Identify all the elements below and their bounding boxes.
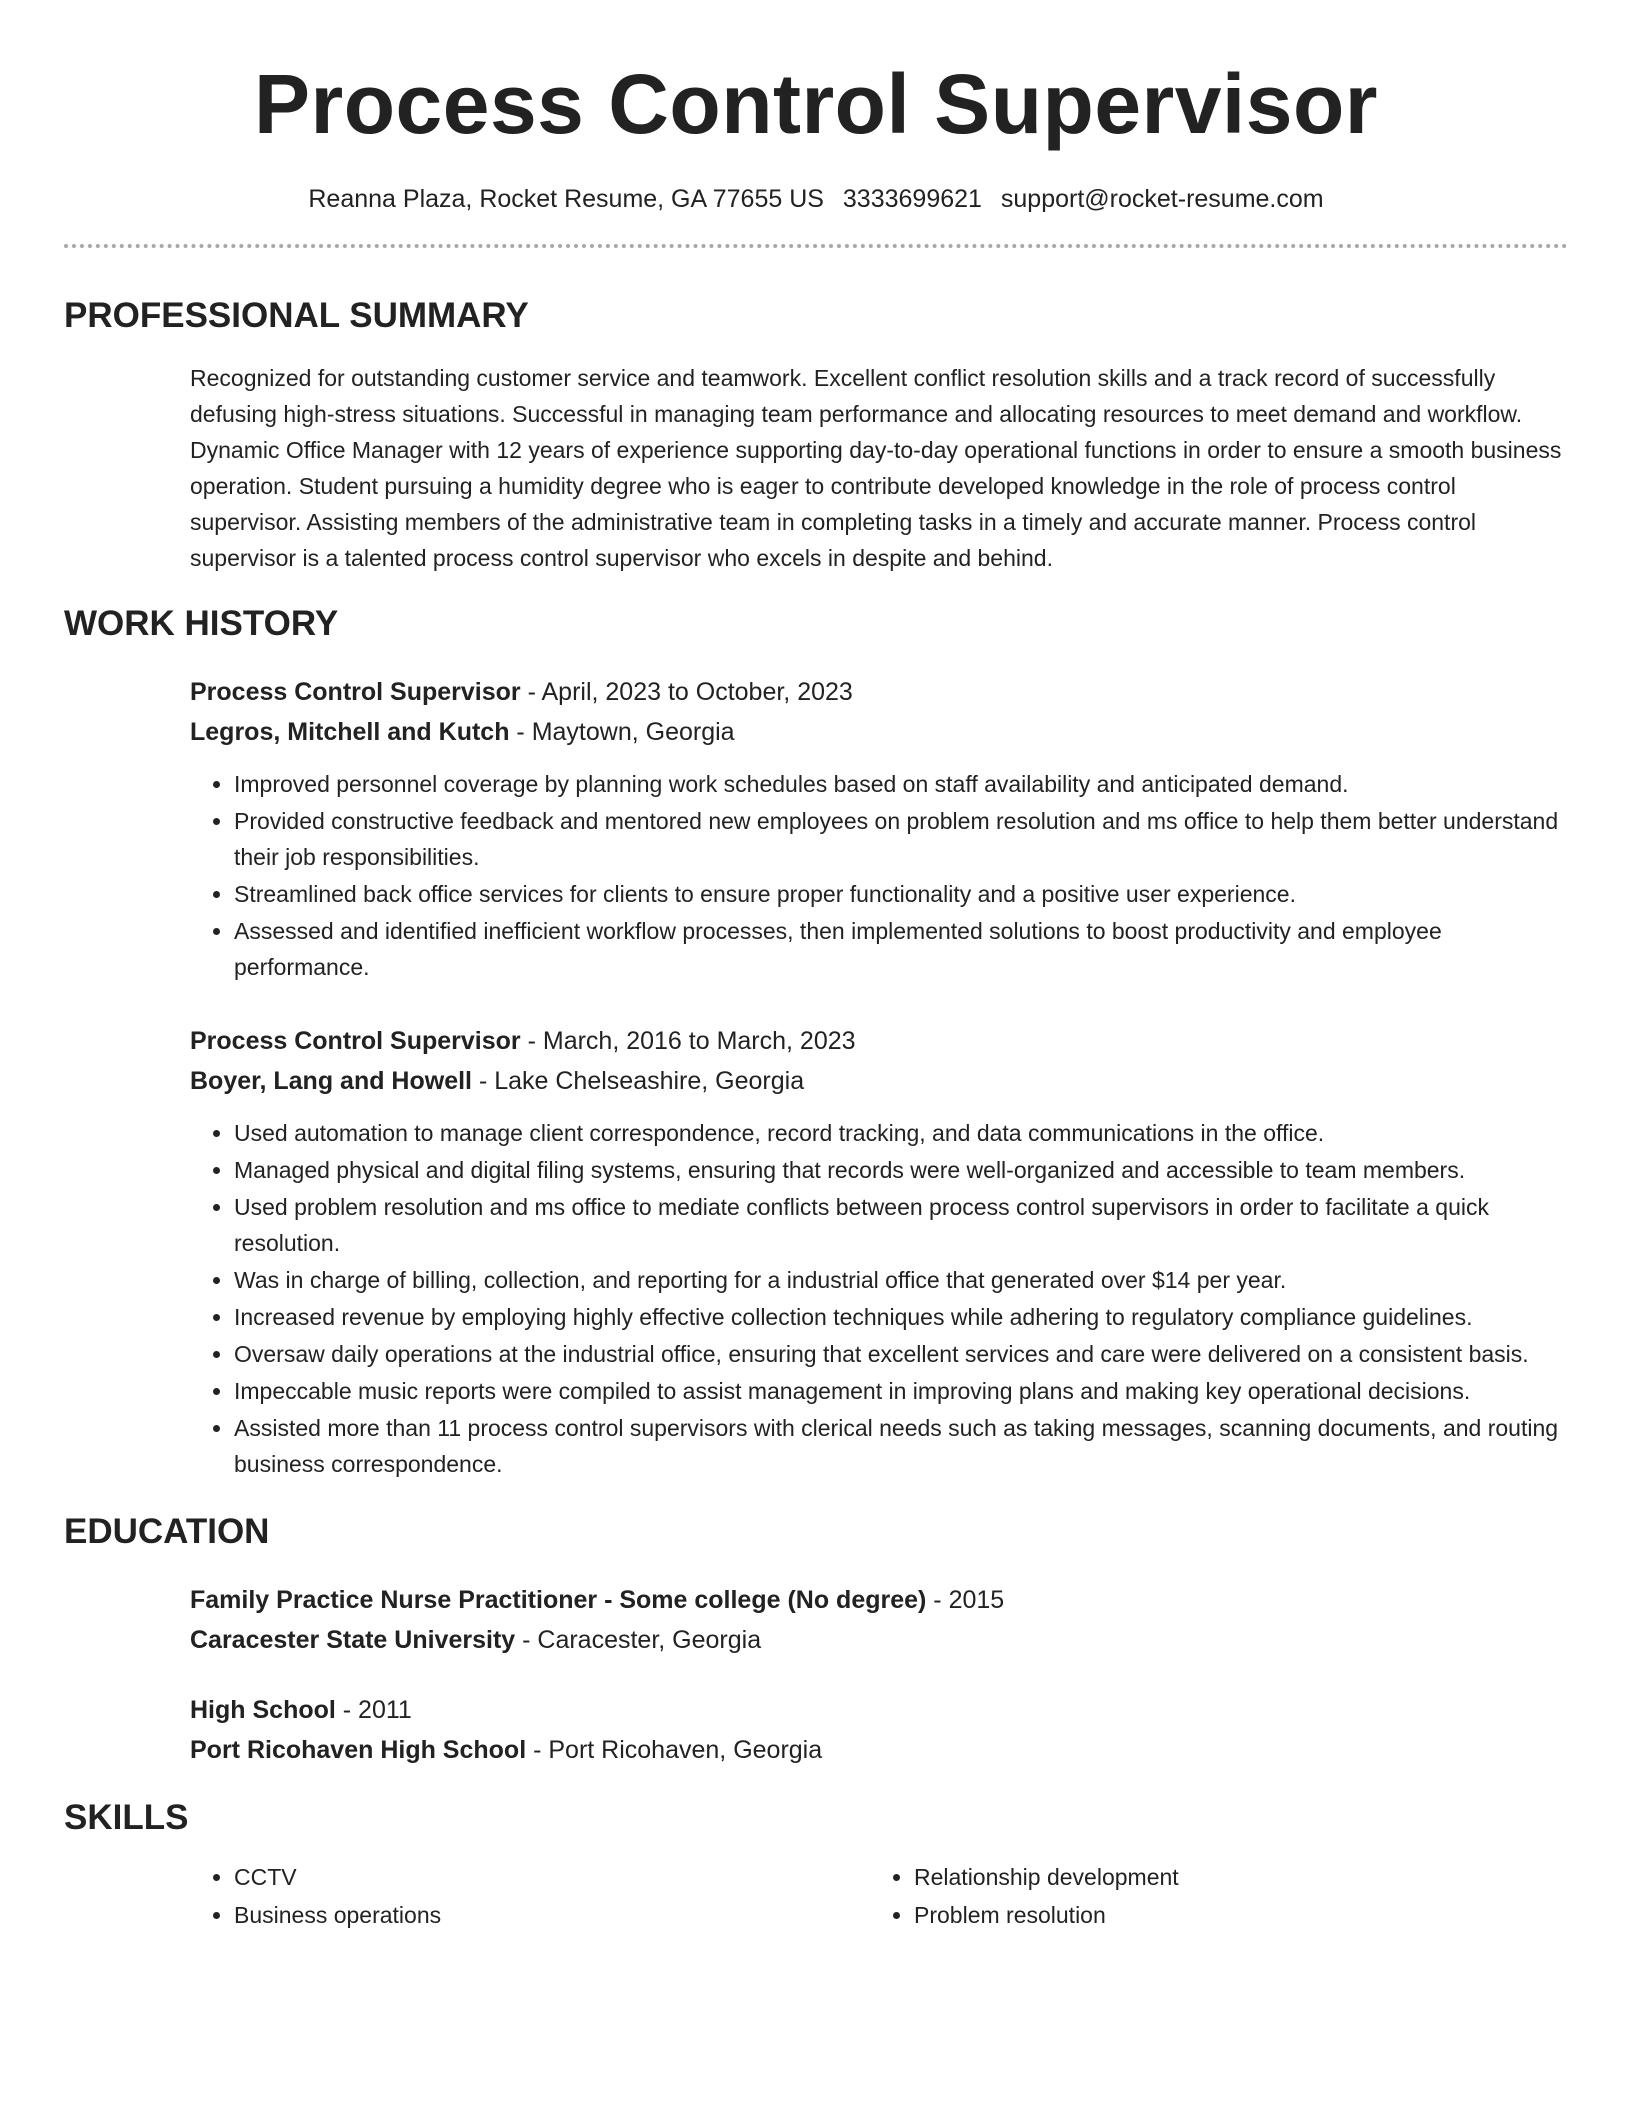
education-entry	[64, 1690, 1568, 1770]
job-company-line	[190, 1061, 1568, 1101]
education-location: - Port Ricohaven, Georgia	[526, 1736, 823, 1764]
education-entry	[64, 1580, 1568, 1660]
job-company: Legros, Mitchell and Kutch	[190, 718, 510, 746]
list-item: • Business operations	[234, 1896, 870, 1934]
contact-line	[64, 182, 1568, 216]
skills-list	[190, 1858, 870, 1934]
education-year: - 2011	[335, 1696, 412, 1724]
job-title-line	[190, 672, 1568, 712]
list-item: • Provided constructive feedback and mentored new employees on problem resolution and ms office to help them better understand their job responsibilities.	[234, 803, 1568, 875]
job-bullets	[190, 766, 1568, 985]
education-school-line	[190, 1730, 1568, 1770]
section-professional-summary	[64, 294, 1568, 576]
skills-grid	[64, 1858, 1568, 1934]
list-item: • Improved personnel coverage by planning work schedules based on staff availability and anticipated demand.	[234, 766, 1568, 802]
list-item: • Impeccable music reports were compiled to assist management in improving plans and making key operational decisions.	[234, 1373, 1568, 1409]
job-entry	[64, 1021, 1568, 1482]
list-item: • Assessed and identified inefficient workflow processes, then implemented solutions to boost productivity and employee performance.	[234, 913, 1568, 985]
education-school: Port Ricohaven High School	[190, 1736, 527, 1764]
section-title-education: EDUCATION	[64, 1512, 270, 1551]
candidate-name: Process Control Supervisor	[254, 57, 1378, 151]
list-item: • Increased revenue by employing highly effective collection techniques while adhering to regulatory compliance guidelines.	[234, 1299, 1568, 1335]
list-item: • Oversaw daily operations at the industrial office, ensuring that excellent services and care were delivered on a consistent basis.	[234, 1336, 1568, 1372]
education-degree-line	[190, 1690, 1568, 1730]
skills-column-right	[870, 1858, 1550, 1934]
section-skills	[64, 1796, 1568, 1934]
job-entry	[64, 672, 1568, 985]
contact-email: support@rocket-resume.com	[1000, 185, 1324, 213]
list-item: • Problem resolution	[914, 1896, 1550, 1934]
header-divider	[64, 244, 1568, 248]
education-degree-line	[190, 1580, 1568, 1620]
job-location: - Lake Chelseashire, Georgia	[472, 1067, 805, 1095]
education-degree: Family Practice Nurse Practitioner - Some college (No degree)	[190, 1586, 927, 1614]
education-year: - 2015	[926, 1586, 1005, 1614]
skills-column-left	[190, 1858, 870, 1934]
job-bullets	[190, 1115, 1568, 1482]
list-item: • Streamlined back office services for clients to ensure proper functionality and a positive user experience.	[234, 876, 1568, 912]
list-item: • Managed physical and digital filing systems, ensuring that records were well-organized and accessible to team members.	[234, 1152, 1568, 1188]
list-item: • Used automation to manage client correspondence, record tracking, and data communications in the office.	[234, 1115, 1568, 1151]
job-role: Process Control Supervisor	[190, 678, 521, 706]
job-location: - Maytown, Georgia	[509, 718, 735, 746]
job-dates: - March, 2016 to March, 2023	[520, 1027, 856, 1055]
section-title-summary: PROFESSIONAL SUMMARY	[64, 296, 529, 335]
job-dates: - April, 2023 to October, 2023	[520, 678, 853, 706]
resume-header	[64, 0, 1568, 216]
education-school-line	[190, 1620, 1568, 1660]
section-title-skills: SKILLS	[64, 1798, 189, 1837]
list-item: • Was in charge of billing, collection, and reporting for a industrial office that generated over $14 per year.	[234, 1262, 1568, 1298]
education-degree: High School	[190, 1696, 336, 1724]
education-location: - Caracester, Georgia	[515, 1626, 762, 1654]
summary-text: Recognized for outstanding customer service and teamwork. Excellent conflict resolution skills and a track record of successfully defusing high-stress situations. Successful in managing team performance and allocating resources to meet demand and workflow. Dynamic Office Manager with 12 years of experience supporting day-to-day operational functions in order to ensure a smooth business operation. Student pursuing a humidity degree who is eager to contribute developed knowledge in the role of process control supervisor. Assisting members of the administrative team in completing tasks in a timely and accurate manner. Process control supervisor is a talented process control supervisor who excels in despite and behind.	[190, 365, 1562, 571]
section-education	[64, 1510, 1568, 1770]
section-title-work: WORK HISTORY	[64, 604, 339, 643]
job-company-line	[190, 712, 1568, 752]
list-item: • Assisted more than 11 process control supervisors with clerical needs such as taking messages, scanning documents, and routing business correspondence.	[234, 1410, 1568, 1482]
education-school: Caracester State University	[190, 1626, 516, 1654]
job-title-line	[190, 1021, 1568, 1061]
contact-phone: 3333699621	[842, 185, 982, 213]
contact-address: Reanna Plaza, Rocket Resume, GA 77655 US	[308, 185, 824, 213]
job-role: Process Control Supervisor	[190, 1027, 521, 1055]
list-item: • Relationship development	[914, 1858, 1550, 1896]
job-company: Boyer, Lang and Howell	[190, 1067, 472, 1095]
section-work-history	[64, 602, 1568, 1482]
list-item: • CCTV	[234, 1858, 870, 1896]
list-item: • Used problem resolution and ms office to mediate conflicts between process control supervisors in order to facilitate a quick resolution.	[234, 1189, 1568, 1261]
skills-list	[870, 1858, 1550, 1934]
